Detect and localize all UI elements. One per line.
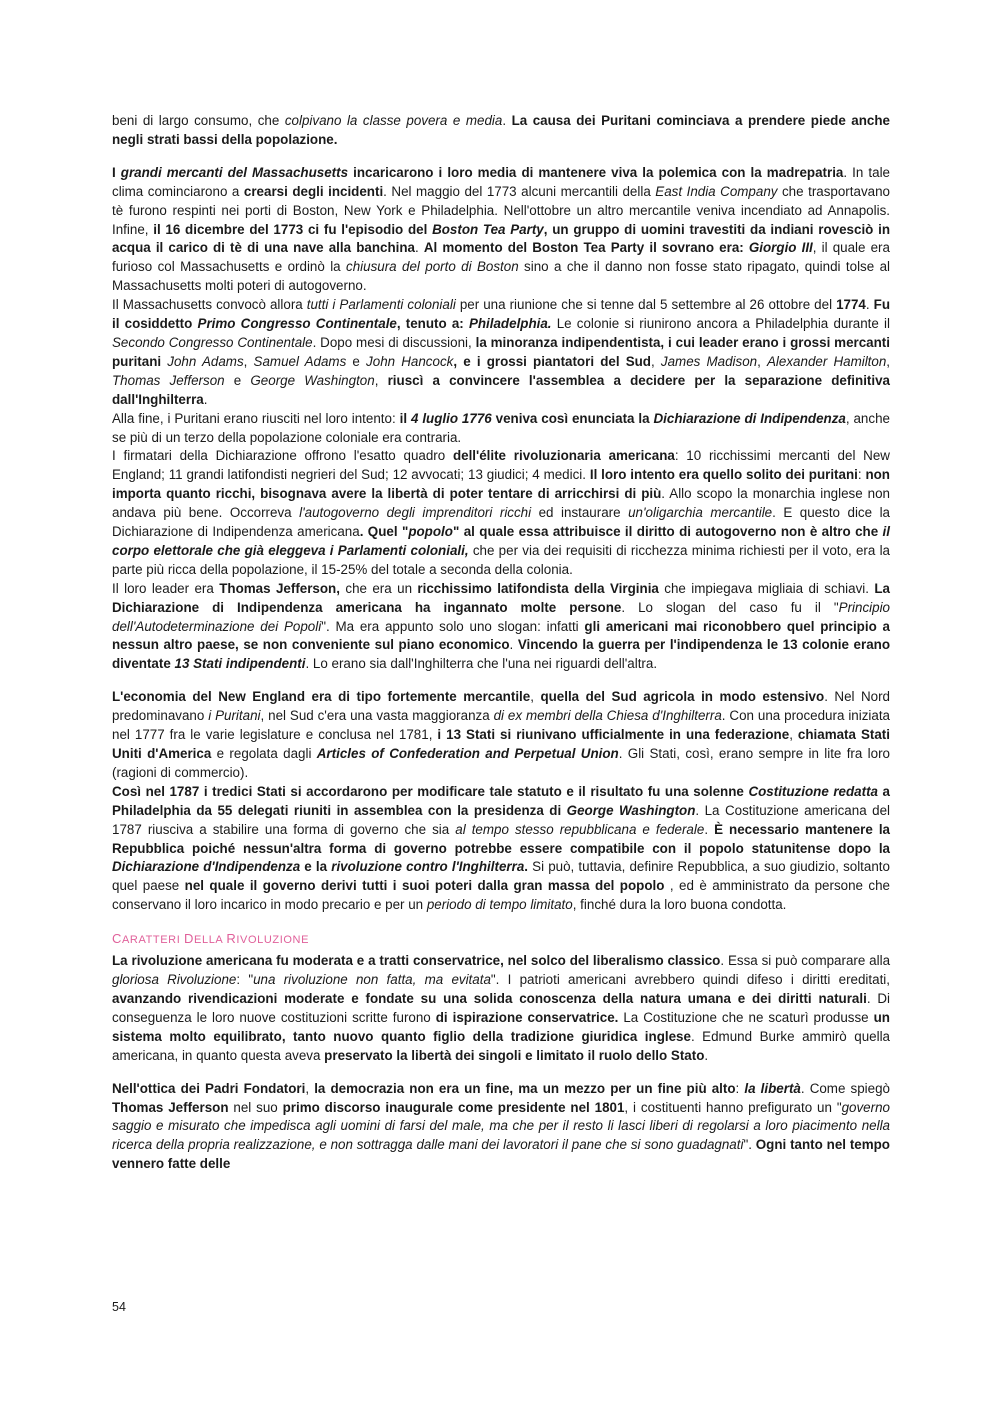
text-run: l'autogoverno degli imprenditori ricchi bbox=[299, 505, 532, 521]
text-run: periodo di tempo limitato bbox=[426, 897, 573, 913]
text-run: gli americani mai riconobbero quel principio a nessun altro paese, se non conveniente sul piano economico bbox=[112, 618, 891, 653]
paragraph bbox=[112, 447, 890, 579]
heading-cap: D bbox=[184, 931, 195, 947]
text-run: . bbox=[865, 297, 874, 313]
text-run: . Gli Stati, così, erano sempre in lite fra loro (ragioni di commercio). bbox=[112, 746, 890, 780]
text-run: ed instaurare bbox=[531, 505, 629, 521]
text-run: , anche se più di un terzo della popolazione coloniale era contraria. bbox=[112, 410, 890, 445]
text-run: Al momento del Boston Tea Party il sovrano era: bbox=[423, 240, 749, 256]
section-heading bbox=[112, 931, 890, 946]
text-run: dell'élite rivoluzionaria americana bbox=[452, 448, 675, 464]
text-run: 4 luglio 1776 bbox=[410, 410, 492, 426]
text-run: al tempo stesso repubblicana e federale bbox=[455, 821, 705, 837]
text-run: Il loro leader era bbox=[112, 580, 220, 596]
text-run: . Allo scopo la monarchia inglese non andava più bene. Occorreva bbox=[112, 486, 890, 521]
text-run: beni di largo consumo, che bbox=[112, 113, 285, 128]
text-run: nel quale il governo derivi tutti i suoi poteri dalla gran massa del popolo bbox=[184, 878, 665, 894]
paragraph bbox=[112, 688, 890, 783]
text-run: Philadelphia. bbox=[468, 316, 552, 332]
text-run: 13 Stati indipendenti bbox=[174, 656, 306, 672]
text-run: Samuel Adams bbox=[253, 353, 347, 369]
text-run: Thomas Jefferson bbox=[112, 1099, 229, 1115]
text-run: , nel Sud c'era una vasta maggioranza bbox=[260, 708, 494, 724]
text-run: ". bbox=[743, 1137, 756, 1153]
text-run: per una riunione che si tenne dal 5 settembre al 26 ottobre del bbox=[455, 297, 837, 313]
text-run: I bbox=[112, 164, 121, 180]
text-run: . bbox=[414, 240, 424, 256]
text-run: Vincendo la guerra per l'indipendenza le 13 colonie erano diventate bbox=[112, 637, 891, 672]
text-run: Alla fine, i Puritani erano riusciti nel loro intento: bbox=[112, 410, 400, 426]
text-run: a Philadelphia da 55 delegati riuniti in assemblea con la presidenza di bbox=[112, 783, 890, 818]
text-run: fine, bbox=[123, 221, 154, 237]
text-run: : 10 ricchissimi mercanti del New England; 11 grandi latifondisti negrieri del Sud; 12 avvocati; 13 giudici; 4 medici. bbox=[112, 448, 890, 483]
text-run: , ed è amministrato da persone che conservano il loro incarico in modo precario e per un bbox=[112, 878, 891, 913]
paragraph-gap bbox=[112, 1066, 890, 1080]
text-run: incaricarono i loro media di mantenere viva la polemica con la madrepatria bbox=[348, 164, 844, 180]
text-run: , bbox=[374, 372, 388, 388]
text-run: , bbox=[651, 353, 661, 369]
text-run: non importa quanto ricchi, bisognava avere la libertà di poter tentare di arricchirsi di più bbox=[112, 467, 890, 502]
text-run: , tenuto a: bbox=[396, 316, 469, 332]
text-run: ". I patrioti americani avrebbero quindi difeso i diritti ereditati, bbox=[490, 972, 890, 988]
text-run: : " bbox=[236, 972, 254, 988]
text-run: nel suo bbox=[228, 1099, 283, 1115]
text-run: Secondo Congresso Continentale bbox=[112, 334, 313, 350]
text-run: e bbox=[224, 372, 251, 388]
text-run: la minoranza indipendentista, i cui leader erano i grossi mercanti puritani bbox=[112, 334, 890, 369]
text-run: Il loro intento era quello solito dei puritani bbox=[589, 467, 858, 483]
text-run: Costituzione redatta bbox=[748, 783, 878, 799]
text-run: ricchissimo latifondista della Virginia bbox=[417, 580, 659, 596]
text-run: e bbox=[346, 353, 367, 369]
text-run: . bbox=[704, 821, 715, 837]
text-run: . bbox=[524, 859, 528, 875]
text-run: Thomas Jefferson bbox=[112, 372, 225, 388]
text-run: veniva così enunciata la bbox=[491, 410, 654, 426]
text-run: Giorgio III bbox=[748, 240, 813, 256]
text-run: la democrazia non era un fine, ma un mezzo per un fine più alto bbox=[314, 1080, 736, 1096]
text-run: il corpo elettorale che già eleggeva i Parlamenti coloniali, bbox=[112, 524, 890, 558]
paragraph-gap bbox=[112, 674, 890, 688]
text-run: i 13 Stati si riunivano ufficialmente in una federazione bbox=[437, 727, 790, 743]
paragraph bbox=[112, 1080, 890, 1175]
text-run: Primo Congresso Continentale bbox=[197, 316, 397, 332]
text-run: una rivoluzione non fatta, ma evitata bbox=[253, 972, 491, 988]
heading-cap: R bbox=[226, 931, 237, 947]
text-run: chiamata Stati Uniti d'America bbox=[112, 727, 890, 761]
text-run: popolo bbox=[408, 524, 453, 540]
paragraph bbox=[112, 112, 890, 150]
text-run: riuscì a convincere l'assemblea a decidere per la separazione definitiva dall'Inghilterra bbox=[112, 372, 890, 407]
text-run: La rivoluzione americana fu moderata e a tratti conservatrice, nel solco del liberalismo classico bbox=[112, 953, 721, 969]
text-run: John Adams bbox=[167, 353, 244, 369]
text-run: . Con una procedura iniziata nel 1777 fra le varie legislature e conclusa nel 1781, bbox=[112, 708, 890, 743]
text-run: di ex membri della Chiesa d'Inghilterra bbox=[493, 708, 722, 724]
paragraph bbox=[112, 952, 890, 1065]
heading-cap: C bbox=[112, 931, 122, 947]
text-run: Si può, tuttavia, definire Repubblica, a suo giudizio, soltanto quel paese bbox=[112, 859, 890, 894]
text-run: . bbox=[509, 637, 518, 653]
text-run: . Come spiegò bbox=[800, 1080, 890, 1096]
text-run: . bbox=[704, 1047, 709, 1063]
text-run: che impiegava migliaia di schiavi. bbox=[658, 580, 875, 596]
text-run: , bbox=[530, 689, 541, 705]
text-run: . In tale clima cominciarono a bbox=[112, 164, 890, 199]
text-run: . Dopo mesi di discussioni, bbox=[312, 334, 476, 350]
text-run: chiusura del porto di Boston bbox=[346, 259, 519, 275]
text-run: che per via dei requisiti di ricchezza minima richiesti per il voto, era la parte più ricca della popolazione, il 15-25% del totale a seconda della colonia. bbox=[112, 542, 890, 577]
text-run: I firmatari della Dichiarazione offrono l'esatto quadro bbox=[112, 448, 453, 464]
paragraph-gap bbox=[112, 150, 890, 164]
text-run: Il Massachusetts convocò allora bbox=[112, 297, 307, 313]
text-run: . Quel " bbox=[359, 524, 409, 540]
text-run: , bbox=[886, 353, 891, 369]
text-run: Le colonie si riunirono ancora a Philadelphia durante il bbox=[551, 316, 890, 332]
text-run: . bbox=[203, 391, 208, 407]
text-run: , bbox=[243, 353, 254, 369]
text-run: , un gruppo di uomini travestiti da indiani rovesciò in acqua il carico di tè di una nave alla banchina bbox=[112, 221, 890, 256]
text-run: 1774 bbox=[836, 297, 866, 313]
text-run: primo discorso inaugurale come presidente nel 1801 bbox=[282, 1099, 625, 1115]
text-run: Principio dell'Autodeterminazione dei Popoli bbox=[112, 599, 890, 634]
text-run: un'oligarchia mercantile bbox=[628, 505, 773, 521]
text-run: . Lo slogan del caso fu il " bbox=[621, 599, 839, 615]
text-run: . Nel Nord predominavano bbox=[112, 689, 891, 724]
text-run: colpivano la classe povera e media bbox=[284, 113, 503, 128]
text-run: Articles of Confederation and Perpetual Union bbox=[316, 746, 619, 761]
heading-rest: ARATTERI bbox=[122, 934, 185, 947]
text-run: . E questo dice la Dichiarazione di Indipendenza americana bbox=[112, 505, 890, 540]
paragraph bbox=[112, 783, 890, 915]
text-run: , il quale era furioso col Massachusetts e ordinò la bbox=[112, 240, 890, 275]
text-run: la libertà bbox=[744, 1080, 801, 1096]
paragraph bbox=[112, 164, 890, 296]
text-run: . Edmund Burke ammirò quella americana, in quanto questa aveva bbox=[112, 1028, 890, 1063]
text-run: La causa dei Puritani cominciava a prendere piede anche negli strati bassi della popolazione. bbox=[112, 113, 890, 147]
text-run: East India Company bbox=[655, 183, 778, 199]
paragraph bbox=[112, 296, 890, 409]
text-run: : bbox=[857, 467, 866, 483]
text-run: George Washington bbox=[566, 802, 696, 818]
text-run: . bbox=[502, 113, 512, 128]
text-run: un sistema molto equilibrato, tanto nuovo quanto figlio della tradizione giuridica inglese bbox=[112, 1009, 890, 1044]
text-run: La Dichiarazione di Indipendenza americana ha ingannato molte persone bbox=[112, 580, 891, 615]
text-run: Nell'ottica dei Padri Fondatori bbox=[112, 1080, 306, 1096]
paragraph bbox=[112, 580, 890, 675]
text-run: il bbox=[399, 410, 411, 426]
heading-rest: IVOLUZIONE bbox=[236, 934, 310, 947]
text-run: quella del Sud agricola in modo estensivo bbox=[540, 689, 825, 705]
text-run: George Washington bbox=[250, 372, 375, 388]
text-run: John Hancock bbox=[366, 353, 454, 369]
text-run: , bbox=[789, 727, 798, 743]
text-run: È necessario mantenere la Repubblica poiché nessun'altra forma di governo potrebbe essere compatibile con il popolo statunitense dopo la bbox=[112, 821, 890, 856]
text-run: rivoluzione contro l'Inghilterra bbox=[331, 859, 525, 875]
text-run: , bbox=[305, 1080, 315, 1096]
text-run: Dichiarazione di Indipendenza bbox=[653, 410, 846, 426]
text-run: , bbox=[757, 353, 767, 369]
text-run: Dichiarazione d'Indipendenza bbox=[112, 859, 301, 875]
text-run: . La Costituzione americana del 1787 riusciva a stabilire una forma di governo che sia bbox=[112, 802, 890, 837]
text-run: Così nel 1787 i tredici Stati si accordarono per modificare tale statuto e il risultato fu una solenne bbox=[112, 783, 749, 799]
text-run: . Lo erano sia dall'Inghilterra che l'una nei riguardi dell'altra. bbox=[305, 656, 658, 672]
text-run: La Costituzione che ne scaturì produsse bbox=[618, 1009, 874, 1025]
text-run: grandi mercanti del Massachusetts bbox=[120, 164, 349, 180]
text-run: tutti i Parlamenti coloniali bbox=[306, 297, 456, 313]
text-run: : bbox=[735, 1080, 745, 1096]
heading-rest: ELLA bbox=[194, 934, 227, 947]
text-run: L'economia del New England era di tipo fortemente mercantile bbox=[112, 689, 531, 705]
section-main bbox=[112, 112, 890, 915]
text-run: e la bbox=[300, 859, 332, 875]
text-run: di ispirazione conservatrice. bbox=[435, 1009, 619, 1025]
text-run: . Di conseguenza le loro nuove costituzioni scritte furono bbox=[112, 990, 890, 1025]
text-run: avanzando rivendicazioni moderate e fondate su una solida conoscenza della natura umana e dei diritti naturali bbox=[112, 990, 867, 1006]
text-run: gloriosa Rivoluzione bbox=[112, 972, 237, 988]
paragraph bbox=[112, 410, 890, 448]
text-run: crearsi degli incidenti bbox=[243, 183, 384, 199]
section-caratteri bbox=[112, 952, 890, 1174]
text-run: ". Ma era appunto solo uno slogan: infatti bbox=[321, 618, 585, 634]
text-run: Alexander Hamilton bbox=[767, 353, 887, 369]
text-run: sino a che il danno non fosse stato ripagato, quindi tolse al Massachusetts molti poteri di autogoverno. bbox=[112, 259, 890, 294]
text-run: " al quale essa attribuisce il diritto di autogoverno non è altro che bbox=[452, 524, 883, 540]
text-run: e regolata dagli bbox=[211, 746, 317, 761]
text-run: il 16 dicembre del 1773 ci fu l'episodio del bbox=[153, 221, 433, 237]
text-run: preservato la libertà dei singoli e limitato il ruolo dello Stato bbox=[324, 1047, 705, 1063]
text-run: Boston Tea Party bbox=[432, 221, 544, 237]
text-run: , i costituenti hanno prefigurato un " bbox=[624, 1099, 842, 1115]
text-run: , finché dura la loro buona condotta. bbox=[572, 897, 787, 913]
text-run: , e i grossi piantatori del Sud bbox=[453, 353, 651, 369]
text-run: che era un bbox=[339, 580, 418, 596]
text-run: . Nel maggio del 1773 alcuni mercantili della bbox=[383, 183, 656, 199]
text-run: . Essa si può comparare alla bbox=[720, 953, 891, 969]
text-run: che trasportavano tè furono respinti nei porti di Boston, New York e Philadelphia. Nell'ottobre un altro mercantile veniva incendiato ad Annapolis. In bbox=[112, 183, 890, 237]
text-run: Ogni tanto nel tempo vennero fatte delle bbox=[112, 1137, 890, 1172]
text-run: James Madison bbox=[660, 353, 758, 369]
document-body bbox=[112, 112, 890, 1174]
text-run: Thomas Jefferson, bbox=[219, 580, 340, 596]
text-run: Fu il cosiddetto bbox=[112, 297, 891, 332]
text-run: i Puritani bbox=[208, 708, 261, 724]
page-number: 54 bbox=[112, 1300, 126, 1314]
text-run: governo saggio e misurato che impedisca agli uomini di farsi del male, ma che per il resto li lasci liberi di regolarsi a loro piacimento nella ricerca della propria realizzazione, e non sottragga dalle mani dei lavoratori il pane che si sono guadagnati bbox=[112, 1099, 890, 1153]
